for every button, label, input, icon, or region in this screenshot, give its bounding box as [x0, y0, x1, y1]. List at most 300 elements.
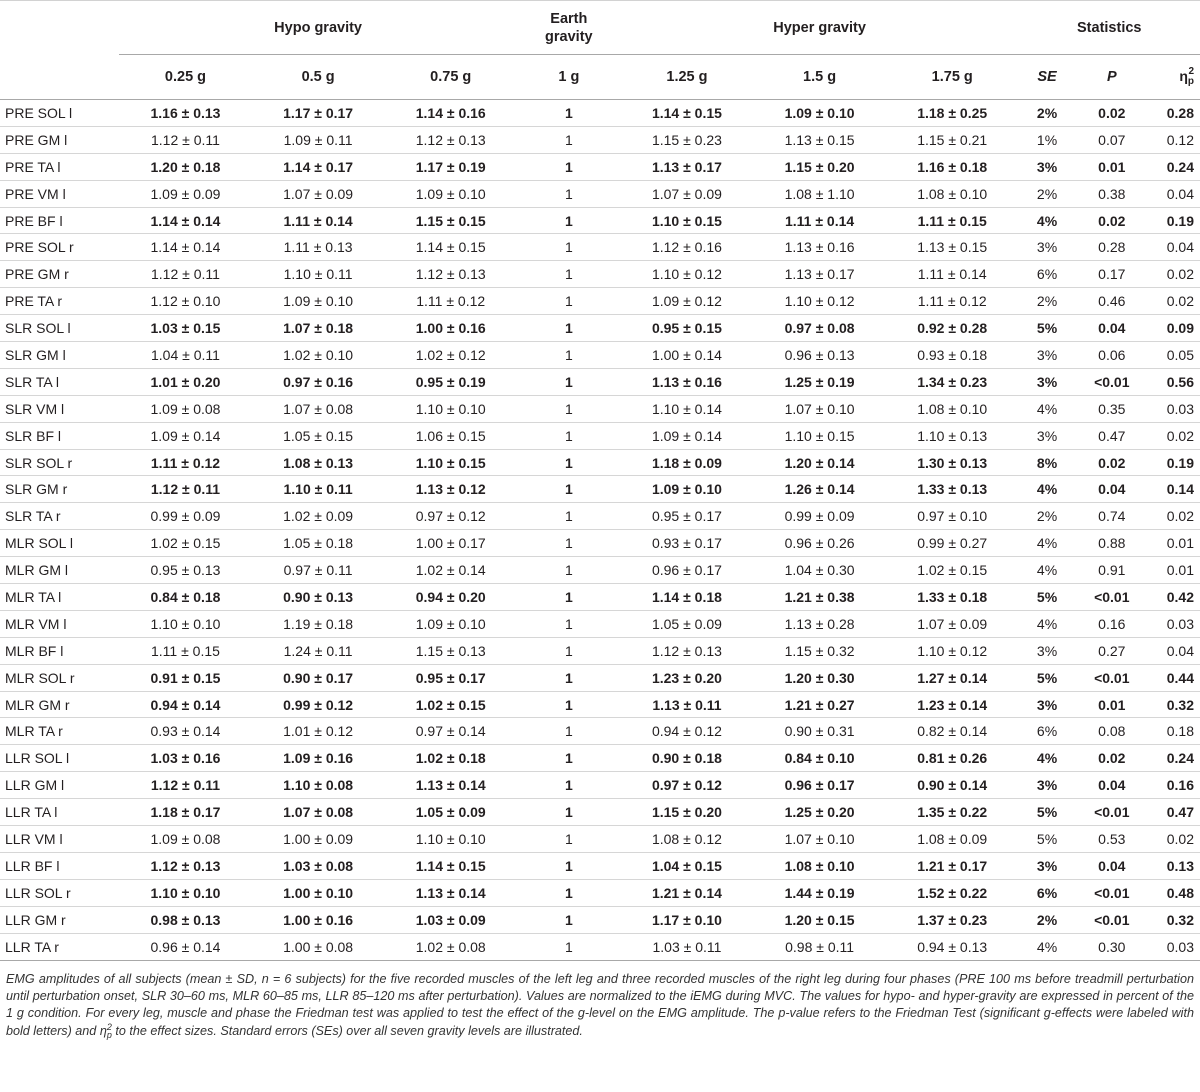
- value-0-5g: 1.00 ± 0.09: [252, 826, 385, 853]
- value-1g: 1: [517, 153, 621, 180]
- value-1-75g: 1.10 ± 0.12: [886, 637, 1019, 664]
- value-1-5g: 1.13 ± 0.28: [753, 610, 886, 637]
- value-0-5g: 1.17 ± 0.17: [252, 100, 385, 127]
- value-1-5g: 1.08 ± 1.10: [753, 180, 886, 207]
- value-0-5g: 1.10 ± 0.08: [252, 772, 385, 799]
- se-value: 5%: [1019, 826, 1076, 853]
- eta-value: 0.16: [1148, 772, 1200, 799]
- value-0-5g: 1.19 ± 0.18: [252, 610, 385, 637]
- table-row: [0, 126, 1200, 153]
- value-0-25g: 1.01 ± 0.20: [119, 368, 252, 395]
- value-1-5g: 1.21 ± 0.27: [753, 691, 886, 718]
- value-0-75g: 1.15 ± 0.13: [384, 637, 517, 664]
- value-1-25g: 1.23 ± 0.20: [621, 664, 754, 691]
- row-label: PRE SOL l: [0, 100, 119, 127]
- value-1-25g: 1.15 ± 0.20: [621, 799, 754, 826]
- caption-part-1: EMG amplitudes of all subjects (mean ± SD, n = 6 subjects) for the five recorded muscles of the left leg and three recorded muscles of the right leg during four phases (PRE 100 ms before treadmill perturbation until perturbation onset, SLR 30–60 ms, MLR 60–85 ms, LLR 85–120 ms after perturbation). Values are normalized to the iEMG during MVC. The values for hypo- and hyper-gravity are expressed in percent of the 1 g condition. For every leg, muscle and phase the Friedman test was applied to test the effect of the g-level on the EMG amplitude. The p-value refers to the Friedman Test (significant g-effects were labeled with bold letters) and: [6, 971, 1194, 1038]
- value-0-25g: 1.12 ± 0.10: [119, 288, 252, 315]
- row-label: MLR SOL l: [0, 530, 119, 557]
- value-1-25g: 1.13 ± 0.17: [621, 153, 754, 180]
- value-0-25g: 1.11 ± 0.15: [119, 637, 252, 664]
- value-1-5g: 1.20 ± 0.14: [753, 449, 886, 476]
- value-1-25g: 1.14 ± 0.18: [621, 584, 754, 611]
- value-0-5g: 0.90 ± 0.17: [252, 664, 385, 691]
- value-1-75g: 1.34 ± 0.23: [886, 368, 1019, 395]
- value-1-5g: 1.20 ± 0.30: [753, 664, 886, 691]
- p-value: 0.53: [1076, 826, 1149, 853]
- value-0-25g: 1.14 ± 0.14: [119, 207, 252, 234]
- value-1g: 1: [517, 718, 621, 745]
- table-row: [0, 826, 1200, 853]
- caption-part-2: to the effect sizes. Standard errors (SEs) over all seven gravity levels are illustrated.: [111, 1023, 583, 1038]
- value-1-25g: 1.10 ± 0.15: [621, 207, 754, 234]
- value-0-75g: 1.13 ± 0.12: [384, 476, 517, 503]
- value-1-5g: 1.21 ± 0.38: [753, 584, 886, 611]
- value-1-75g: 1.23 ± 0.14: [886, 691, 1019, 718]
- caption-eta-symbol: η: [99, 1023, 107, 1038]
- se-value: 4%: [1019, 530, 1076, 557]
- eta-value: 0.09: [1148, 315, 1200, 342]
- value-0-25g: 1.12 ± 0.13: [119, 852, 252, 879]
- value-1-75g: 1.08 ± 0.10: [886, 395, 1019, 422]
- value-1-5g: 0.84 ± 0.10: [753, 745, 886, 772]
- se-value: 3%: [1019, 342, 1076, 369]
- eta-value: 0.04: [1148, 180, 1200, 207]
- value-1-25g: 1.12 ± 0.16: [621, 234, 754, 261]
- value-0-75g: 0.95 ± 0.17: [384, 664, 517, 691]
- table-row: [0, 772, 1200, 799]
- value-1-75g: 1.16 ± 0.18: [886, 153, 1019, 180]
- eta-value: 0.14: [1148, 476, 1200, 503]
- table-row: [0, 718, 1200, 745]
- row-label: LLR TA r: [0, 933, 119, 960]
- value-0-75g: 0.97 ± 0.12: [384, 503, 517, 530]
- value-0-5g: 1.24 ± 0.11: [252, 637, 385, 664]
- se-value: 3%: [1019, 153, 1076, 180]
- value-1-75g: 1.33 ± 0.18: [886, 584, 1019, 611]
- table-row: [0, 207, 1200, 234]
- p-value: 0.08: [1076, 718, 1149, 745]
- value-0-25g: 1.10 ± 0.10: [119, 610, 252, 637]
- p-value: 0.04: [1076, 315, 1149, 342]
- value-1-25g: 0.93 ± 0.17: [621, 530, 754, 557]
- value-1g: 1: [517, 261, 621, 288]
- value-0-75g: 1.14 ± 0.15: [384, 852, 517, 879]
- eta-value: 0.13: [1148, 852, 1200, 879]
- eta-squared-symbol: [1179, 66, 1194, 87]
- value-1-25g: 0.94 ± 0.12: [621, 718, 754, 745]
- value-0-75g: 1.14 ± 0.15: [384, 234, 517, 261]
- table-row: [0, 180, 1200, 207]
- p-value: 0.01: [1076, 691, 1149, 718]
- value-1g: 1: [517, 799, 621, 826]
- value-0-5g: 1.00 ± 0.08: [252, 933, 385, 960]
- value-0-5g: 1.07 ± 0.18: [252, 315, 385, 342]
- value-0-25g: 1.09 ± 0.09: [119, 180, 252, 207]
- table-row: [0, 584, 1200, 611]
- value-0-25g: 1.09 ± 0.14: [119, 422, 252, 449]
- value-1-75g: 1.11 ± 0.14: [886, 261, 1019, 288]
- value-0-25g: 1.02 ± 0.15: [119, 530, 252, 557]
- se-value: 3%: [1019, 637, 1076, 664]
- se-value: 2%: [1019, 180, 1076, 207]
- se-value: 3%: [1019, 772, 1076, 799]
- se-value: 5%: [1019, 664, 1076, 691]
- value-1-75g: 1.52 ± 0.22: [886, 879, 1019, 906]
- row-label: PRE TA l: [0, 153, 119, 180]
- value-1-75g: 1.35 ± 0.22: [886, 799, 1019, 826]
- value-1g: 1: [517, 180, 621, 207]
- se-value: 6%: [1019, 718, 1076, 745]
- value-0-5g: 1.07 ± 0.08: [252, 395, 385, 422]
- value-1-25g: 0.96 ± 0.17: [621, 557, 754, 584]
- row-label: LLR VM l: [0, 826, 119, 853]
- value-0-5g: 0.97 ± 0.11: [252, 557, 385, 584]
- eta-symbol: η: [1179, 67, 1188, 84]
- value-0-5g: 1.00 ± 0.16: [252, 906, 385, 933]
- col-header-0-25g: 0.25 g: [119, 55, 252, 100]
- value-1-5g: 1.07 ± 0.10: [753, 826, 886, 853]
- value-1-75g: 1.02 ± 0.15: [886, 557, 1019, 584]
- eta-value: 0.19: [1148, 449, 1200, 476]
- value-0-5g: 1.07 ± 0.08: [252, 799, 385, 826]
- p-value: 0.04: [1076, 476, 1149, 503]
- value-0-75g: 1.13 ± 0.14: [384, 772, 517, 799]
- value-1-75g: 0.90 ± 0.14: [886, 772, 1019, 799]
- p-value: 0.17: [1076, 261, 1149, 288]
- row-label: MLR VM l: [0, 610, 119, 637]
- se-value: 4%: [1019, 745, 1076, 772]
- caption-text: [6, 971, 1194, 1041]
- value-1-5g: 0.96 ± 0.13: [753, 342, 886, 369]
- value-1-25g: 1.10 ± 0.14: [621, 395, 754, 422]
- eta-value: 0.01: [1148, 557, 1200, 584]
- row-label: SLR GM l: [0, 342, 119, 369]
- value-0-75g: 1.10 ± 0.15: [384, 449, 517, 476]
- value-0-5g: 1.07 ± 0.09: [252, 180, 385, 207]
- table-row: [0, 610, 1200, 637]
- value-0-25g: 1.12 ± 0.11: [119, 261, 252, 288]
- value-1-75g: 1.07 ± 0.09: [886, 610, 1019, 637]
- value-1g: 1: [517, 449, 621, 476]
- value-1-25g: 1.17 ± 0.10: [621, 906, 754, 933]
- value-0-25g: 1.04 ± 0.11: [119, 342, 252, 369]
- se-value: 5%: [1019, 799, 1076, 826]
- value-0-5g: 1.10 ± 0.11: [252, 261, 385, 288]
- row-label: MLR GM r: [0, 691, 119, 718]
- value-0-75g: 1.11 ± 0.12: [384, 288, 517, 315]
- eta-value: 0.18: [1148, 718, 1200, 745]
- se-value: 2%: [1019, 100, 1076, 127]
- value-1-25g: 1.03 ± 0.11: [621, 933, 754, 960]
- table-row: [0, 557, 1200, 584]
- value-0-5g: 1.09 ± 0.16: [252, 745, 385, 772]
- eta-value: 0.05: [1148, 342, 1200, 369]
- row-label-header: [0, 55, 119, 100]
- value-0-5g: 0.99 ± 0.12: [252, 691, 385, 718]
- p-value: 0.47: [1076, 422, 1149, 449]
- se-value: 6%: [1019, 879, 1076, 906]
- p-value: 0.88: [1076, 530, 1149, 557]
- value-0-75g: 1.02 ± 0.12: [384, 342, 517, 369]
- value-1g: 1: [517, 100, 621, 127]
- table-body: [0, 100, 1200, 961]
- value-1g: 1: [517, 234, 621, 261]
- value-0-25g: 1.03 ± 0.15: [119, 315, 252, 342]
- value-0-5g: 1.11 ± 0.13: [252, 234, 385, 261]
- value-1g: 1: [517, 126, 621, 153]
- earth-gravity-label: Earth gravity: [545, 10, 593, 45]
- eta-value: 0.24: [1148, 153, 1200, 180]
- p-value: 0.04: [1076, 772, 1149, 799]
- value-1-25g: 1.18 ± 0.09: [621, 449, 754, 476]
- header-blank-cell: [0, 1, 119, 55]
- value-0-5g: 1.08 ± 0.13: [252, 449, 385, 476]
- value-1-75g: 1.13 ± 0.15: [886, 234, 1019, 261]
- table-row: [0, 153, 1200, 180]
- table-row: [0, 691, 1200, 718]
- value-1-5g: 1.08 ± 0.10: [753, 852, 886, 879]
- value-0-25g: 1.20 ± 0.18: [119, 153, 252, 180]
- value-1-25g: 0.90 ± 0.18: [621, 745, 754, 772]
- value-0-75g: 1.14 ± 0.16: [384, 100, 517, 127]
- p-value: <0.01: [1076, 879, 1149, 906]
- value-1g: 1: [517, 933, 621, 960]
- row-label: SLR SOL r: [0, 449, 119, 476]
- value-1-75g: 0.93 ± 0.18: [886, 342, 1019, 369]
- value-1-5g: 0.97 ± 0.08: [753, 315, 886, 342]
- value-0-25g: 0.94 ± 0.14: [119, 691, 252, 718]
- se-value: 5%: [1019, 315, 1076, 342]
- table-row: [0, 637, 1200, 664]
- value-1-75g: 0.81 ± 0.26: [886, 745, 1019, 772]
- eta-value: 0.32: [1148, 906, 1200, 933]
- eta-value: 0.01: [1148, 530, 1200, 557]
- value-1-25g: 1.14 ± 0.15: [621, 100, 754, 127]
- value-1-25g: 1.07 ± 0.09: [621, 180, 754, 207]
- value-1-25g: 1.13 ± 0.16: [621, 368, 754, 395]
- table-row: [0, 234, 1200, 261]
- value-0-25g: 1.12 ± 0.11: [119, 476, 252, 503]
- eta-value: 0.56: [1148, 368, 1200, 395]
- value-0-25g: 1.09 ± 0.08: [119, 395, 252, 422]
- value-1-5g: 1.15 ± 0.32: [753, 637, 886, 664]
- value-1-75g: 0.82 ± 0.14: [886, 718, 1019, 745]
- eta-value: 0.12: [1148, 126, 1200, 153]
- p-value: 0.27: [1076, 637, 1149, 664]
- value-1-75g: 1.08 ± 0.09: [886, 826, 1019, 853]
- value-0-75g: 1.03 ± 0.09: [384, 906, 517, 933]
- p-value: 0.02: [1076, 100, 1149, 127]
- col-header-1g: 1 g: [517, 55, 621, 100]
- table-caption: [0, 961, 1200, 1041]
- se-value: 4%: [1019, 395, 1076, 422]
- value-1-5g: 1.13 ± 0.15: [753, 126, 886, 153]
- p-value: 0.38: [1076, 180, 1149, 207]
- value-1-25g: 1.09 ± 0.10: [621, 476, 754, 503]
- table-row: [0, 476, 1200, 503]
- value-1-5g: 0.99 ± 0.09: [753, 503, 886, 530]
- table-row: [0, 315, 1200, 342]
- value-1g: 1: [517, 637, 621, 664]
- value-1-25g: 1.05 ± 0.09: [621, 610, 754, 637]
- value-0-5g: 1.01 ± 0.12: [252, 718, 385, 745]
- value-1g: 1: [517, 422, 621, 449]
- value-0-75g: 1.10 ± 0.10: [384, 395, 517, 422]
- value-1g: 1: [517, 557, 621, 584]
- p-value: <0.01: [1076, 664, 1149, 691]
- value-1g: 1: [517, 530, 621, 557]
- value-1-5g: 1.26 ± 0.14: [753, 476, 886, 503]
- col-header-1-5g: 1.5 g: [753, 55, 886, 100]
- row-label: SLR TA r: [0, 503, 119, 530]
- value-1g: 1: [517, 342, 621, 369]
- value-1-5g: 0.96 ± 0.17: [753, 772, 886, 799]
- row-label: LLR GM r: [0, 906, 119, 933]
- table-row: [0, 342, 1200, 369]
- value-0-75g: 1.13 ± 0.14: [384, 879, 517, 906]
- row-label: PRE TA r: [0, 288, 119, 315]
- value-0-25g: 1.14 ± 0.14: [119, 234, 252, 261]
- value-1-75g: 0.92 ± 0.28: [886, 315, 1019, 342]
- eta-value: 0.04: [1148, 234, 1200, 261]
- se-value: 8%: [1019, 449, 1076, 476]
- row-label: LLR TA l: [0, 799, 119, 826]
- value-1-25g: 1.09 ± 0.14: [621, 422, 754, 449]
- value-1-25g: 1.09 ± 0.12: [621, 288, 754, 315]
- value-1-5g: 0.90 ± 0.31: [753, 718, 886, 745]
- row-label: SLR GM r: [0, 476, 119, 503]
- p-value: 0.16: [1076, 610, 1149, 637]
- value-1-75g: 1.33 ± 0.13: [886, 476, 1019, 503]
- value-1-5g: 1.25 ± 0.19: [753, 368, 886, 395]
- p-value: 0.02: [1076, 449, 1149, 476]
- row-label: MLR TA r: [0, 718, 119, 745]
- value-1g: 1: [517, 691, 621, 718]
- row-label: LLR GM l: [0, 772, 119, 799]
- value-0-75g: 1.09 ± 0.10: [384, 180, 517, 207]
- caption-eta-subscript: p: [106, 1030, 112, 1041]
- table-row: [0, 530, 1200, 557]
- p-value: 0.35: [1076, 395, 1149, 422]
- row-label: SLR VM l: [0, 395, 119, 422]
- value-0-75g: 1.12 ± 0.13: [384, 126, 517, 153]
- value-0-75g: 1.00 ± 0.16: [384, 315, 517, 342]
- value-0-5g: 1.00 ± 0.10: [252, 879, 385, 906]
- value-1g: 1: [517, 879, 621, 906]
- value-0-5g: 1.09 ± 0.11: [252, 126, 385, 153]
- se-value: 4%: [1019, 610, 1076, 637]
- table-row: [0, 368, 1200, 395]
- value-1-5g: 0.98 ± 0.11: [753, 933, 886, 960]
- value-0-75g: 0.94 ± 0.20: [384, 584, 517, 611]
- row-label: PRE SOL r: [0, 234, 119, 261]
- value-1g: 1: [517, 207, 621, 234]
- eta-value: 0.02: [1148, 422, 1200, 449]
- eta-value: 0.03: [1148, 395, 1200, 422]
- row-label: PRE BF l: [0, 207, 119, 234]
- table-row: [0, 852, 1200, 879]
- row-label: LLR BF l: [0, 852, 119, 879]
- hyper-gravity-header: Hyper gravity: [621, 1, 1019, 55]
- value-0-5g: 1.09 ± 0.10: [252, 288, 385, 315]
- col-header-p: P: [1076, 55, 1149, 100]
- p-value: <0.01: [1076, 906, 1149, 933]
- eta-value: 0.19: [1148, 207, 1200, 234]
- value-1-5g: 1.25 ± 0.20: [753, 799, 886, 826]
- table-row: [0, 933, 1200, 960]
- value-0-25g: 0.95 ± 0.13: [119, 557, 252, 584]
- value-0-25g: 0.98 ± 0.13: [119, 906, 252, 933]
- value-1-5g: 1.04 ± 0.30: [753, 557, 886, 584]
- p-value: 0.01: [1076, 153, 1149, 180]
- value-1-5g: 1.07 ± 0.10: [753, 395, 886, 422]
- value-1-75g: 1.37 ± 0.23: [886, 906, 1019, 933]
- value-0-75g: 1.17 ± 0.19: [384, 153, 517, 180]
- se-value: 3%: [1019, 422, 1076, 449]
- value-1g: 1: [517, 315, 621, 342]
- caption-eta-superscript: 2: [106, 1022, 112, 1033]
- eta-value: 0.02: [1148, 288, 1200, 315]
- value-1-75g: 0.97 ± 0.10: [886, 503, 1019, 530]
- value-0-75g: 1.02 ± 0.14: [384, 557, 517, 584]
- p-value: <0.01: [1076, 368, 1149, 395]
- row-label: PRE GM r: [0, 261, 119, 288]
- se-value: 3%: [1019, 368, 1076, 395]
- eta-subscript: p: [1187, 76, 1194, 87]
- se-value: 4%: [1019, 476, 1076, 503]
- row-label: LLR SOL l: [0, 745, 119, 772]
- value-0-75g: 1.10 ± 0.10: [384, 826, 517, 853]
- value-1g: 1: [517, 772, 621, 799]
- value-0-5g: 1.02 ± 0.10: [252, 342, 385, 369]
- value-0-25g: 1.16 ± 0.13: [119, 100, 252, 127]
- value-1g: 1: [517, 584, 621, 611]
- value-1-25g: 1.04 ± 0.15: [621, 852, 754, 879]
- value-1g: 1: [517, 745, 621, 772]
- col-header-eta: [1148, 55, 1200, 100]
- value-0-5g: 1.03 ± 0.08: [252, 852, 385, 879]
- eta-value: 0.03: [1148, 933, 1200, 960]
- value-0-25g: 1.03 ± 0.16: [119, 745, 252, 772]
- table-row: [0, 449, 1200, 476]
- p-value: 0.07: [1076, 126, 1149, 153]
- value-1-5g: 1.09 ± 0.10: [753, 100, 886, 127]
- p-value: 0.06: [1076, 342, 1149, 369]
- value-1-75g: 1.21 ± 0.17: [886, 852, 1019, 879]
- p-value: 0.04: [1076, 852, 1149, 879]
- value-1g: 1: [517, 503, 621, 530]
- value-0-25g: 1.09 ± 0.08: [119, 826, 252, 853]
- column-header-row: [0, 55, 1200, 100]
- value-1-5g: 1.20 ± 0.15: [753, 906, 886, 933]
- value-0-5g: 1.14 ± 0.17: [252, 153, 385, 180]
- se-value: 3%: [1019, 852, 1076, 879]
- p-value: <0.01: [1076, 799, 1149, 826]
- table-row: [0, 261, 1200, 288]
- se-value: 1%: [1019, 126, 1076, 153]
- row-label: LLR SOL r: [0, 879, 119, 906]
- eta-value: 0.03: [1148, 610, 1200, 637]
- row-label: MLR TA l: [0, 584, 119, 611]
- value-1-25g: 1.13 ± 0.11: [621, 691, 754, 718]
- value-1g: 1: [517, 664, 621, 691]
- p-value: 0.46: [1076, 288, 1149, 315]
- table-row: [0, 906, 1200, 933]
- value-1g: 1: [517, 826, 621, 853]
- value-1-5g: 0.96 ± 0.26: [753, 530, 886, 557]
- eta-value: 0.24: [1148, 745, 1200, 772]
